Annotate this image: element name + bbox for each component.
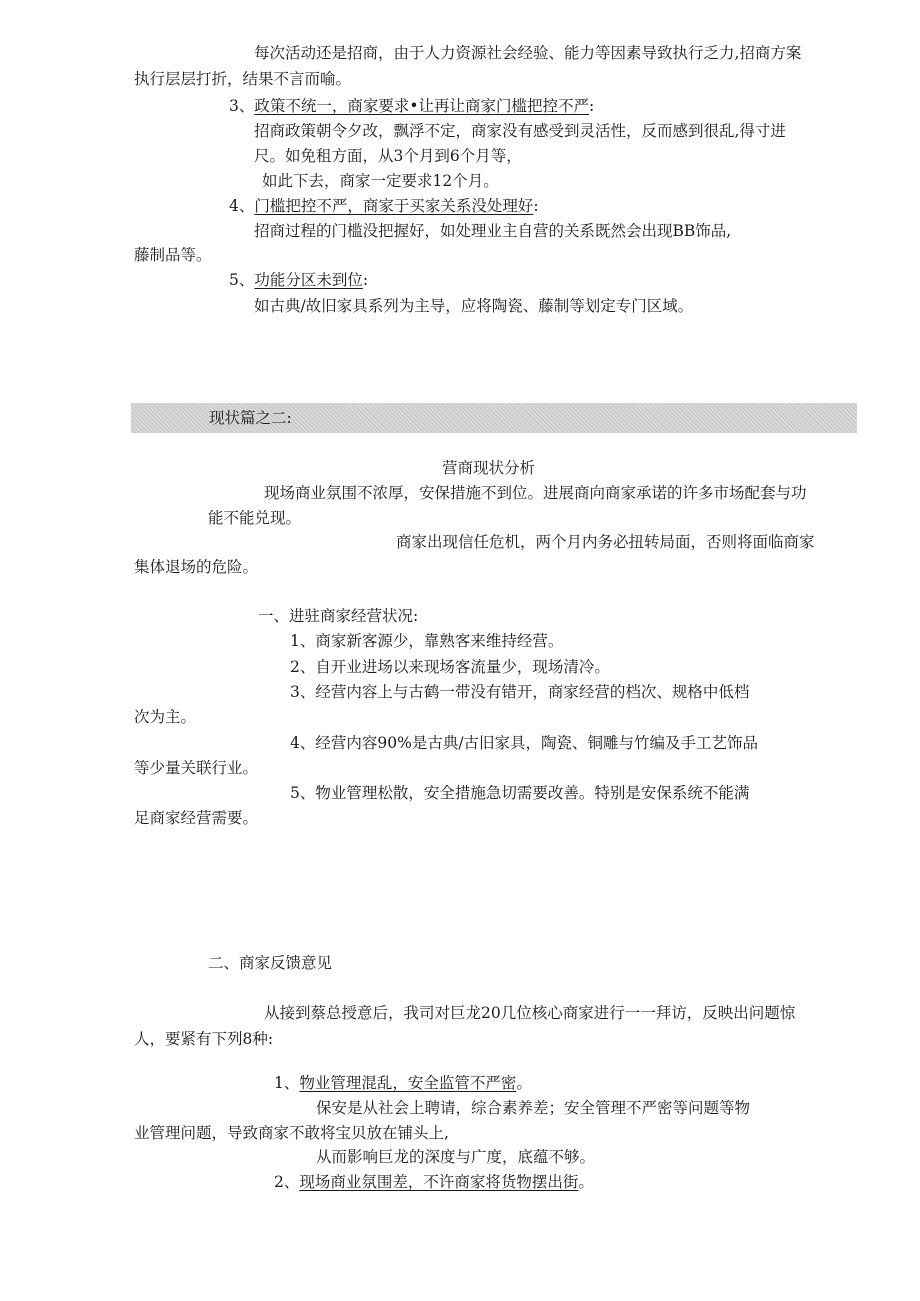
- feedback-item-2-heading: [274, 1172, 594, 1192]
- paragraph-line: 执行层层打折，结果不言而喻。: [134, 70, 352, 88]
- paragraph-line: 如此下去，商家一定要求12个月。: [262, 172, 499, 190]
- paragraph-line: 如古典/故旧家具系列为主导，应将陶瓷、藤制等划定专门区域。: [254, 297, 694, 315]
- item-title: 门槛把控不严，商家于买家关系没处理好: [254, 197, 534, 215]
- paragraph-line: 尺。如免租方面，从3个月到6个月等，: [254, 147, 522, 165]
- item-end: 。: [516, 1074, 532, 1092]
- section-heading: 营商现状分析: [442, 459, 536, 477]
- paragraph-line: 业管理问题，导致商家不敢将宝贝放在铺头上,: [134, 1124, 449, 1142]
- paragraph-line: 从接到蔡总授意后，我司对巨龙20几位核心商家进行一一拜访，反映出问题惊: [264, 1004, 796, 1022]
- list-item-continuation: 足商家经营需要。: [134, 809, 259, 827]
- paragraph-line: 商家出现信任危机，两个月内务必扭转局面，否则将面临商家: [396, 533, 815, 551]
- feedback-item-1-heading: [274, 1073, 532, 1093]
- item-colon: :: [362, 271, 369, 289]
- section-band-title: 现状篇之二:: [209, 409, 292, 427]
- paragraph-line: 人，要紧有下列8种:: [134, 1030, 274, 1048]
- item-title: 功能分区未到位: [254, 271, 363, 289]
- list-item: 5、物业管理松散，安全措施急切需要改善。特别是安保系统不能满: [290, 784, 750, 802]
- sub-heading: 二、商家反馈意见: [208, 954, 333, 972]
- list-item-continuation: 等少量关联行业。: [134, 759, 259, 777]
- paragraph-line: 能不能兑现。: [208, 509, 302, 527]
- paragraph-line: 集体退场的危险。: [134, 558, 259, 576]
- section-band: [131, 403, 857, 433]
- paragraph-line: 每次活动还是招商，由于人力资源社会经验、能力等因素导致执行乏力,招商方案: [254, 44, 802, 62]
- paragraph-line: 从而影响巨龙的深度与广度，底蕴不够。: [316, 1148, 596, 1166]
- paragraph-line: 现场商业氛围不浓厚，安保措施不到位。进展商向商家承诺的许多市场配套与功: [264, 484, 807, 502]
- item-4-heading: [229, 196, 539, 216]
- item-3-heading: [229, 96, 594, 116]
- item-5-heading: [229, 270, 368, 290]
- item-colon: :: [533, 197, 539, 215]
- list-item: 3、经营内容上与古鹤一带没有错开，商家经营的档次、规格中低档: [290, 683, 750, 701]
- item-colon: :: [589, 97, 595, 115]
- item-number: 5、: [229, 271, 255, 289]
- item-number: 3、: [229, 97, 255, 115]
- list-item: 4、经营内容90%是古典/古旧家具，陶瓷、铜雕与竹编及手工艺饰品: [290, 734, 759, 752]
- item-number: 2、: [274, 1173, 300, 1191]
- item-end: 。: [578, 1173, 594, 1191]
- item-title: 现场商业氛围差，不许商家将货物摆出街: [299, 1173, 579, 1191]
- paragraph-line: 藤制品等。: [134, 246, 212, 264]
- sub-heading: 一、进驻商家经营状况:: [258, 607, 419, 625]
- list-item-continuation: 次为主。: [134, 708, 197, 726]
- item-number: 1、: [274, 1074, 300, 1092]
- paragraph-line: 保安是从社会上聘请，综合素养差；安全管理不严密等问题等物: [316, 1099, 751, 1117]
- paragraph-line: 招商政策朝令夕改，飘浮不定，商家没有感受到灵活性，反而感到很乱,得寸进: [254, 122, 786, 140]
- item-title: 政策不统一，商家要求•让再让商家门槛把控不严: [254, 97, 590, 115]
- paragraph-line: 招商过程的门槛没把握好，如处理业主自营的关系既然会出现BB饰品,: [254, 222, 732, 240]
- item-title: 物业管理混乱，安全监管不严密: [299, 1074, 517, 1092]
- list-item: 2、自开业进场以来现场客流量少，现场清冷。: [290, 658, 610, 676]
- list-item: 1、商家新客源少，靠熟客来维持经营。: [290, 632, 564, 650]
- item-number: 4、: [229, 197, 255, 215]
